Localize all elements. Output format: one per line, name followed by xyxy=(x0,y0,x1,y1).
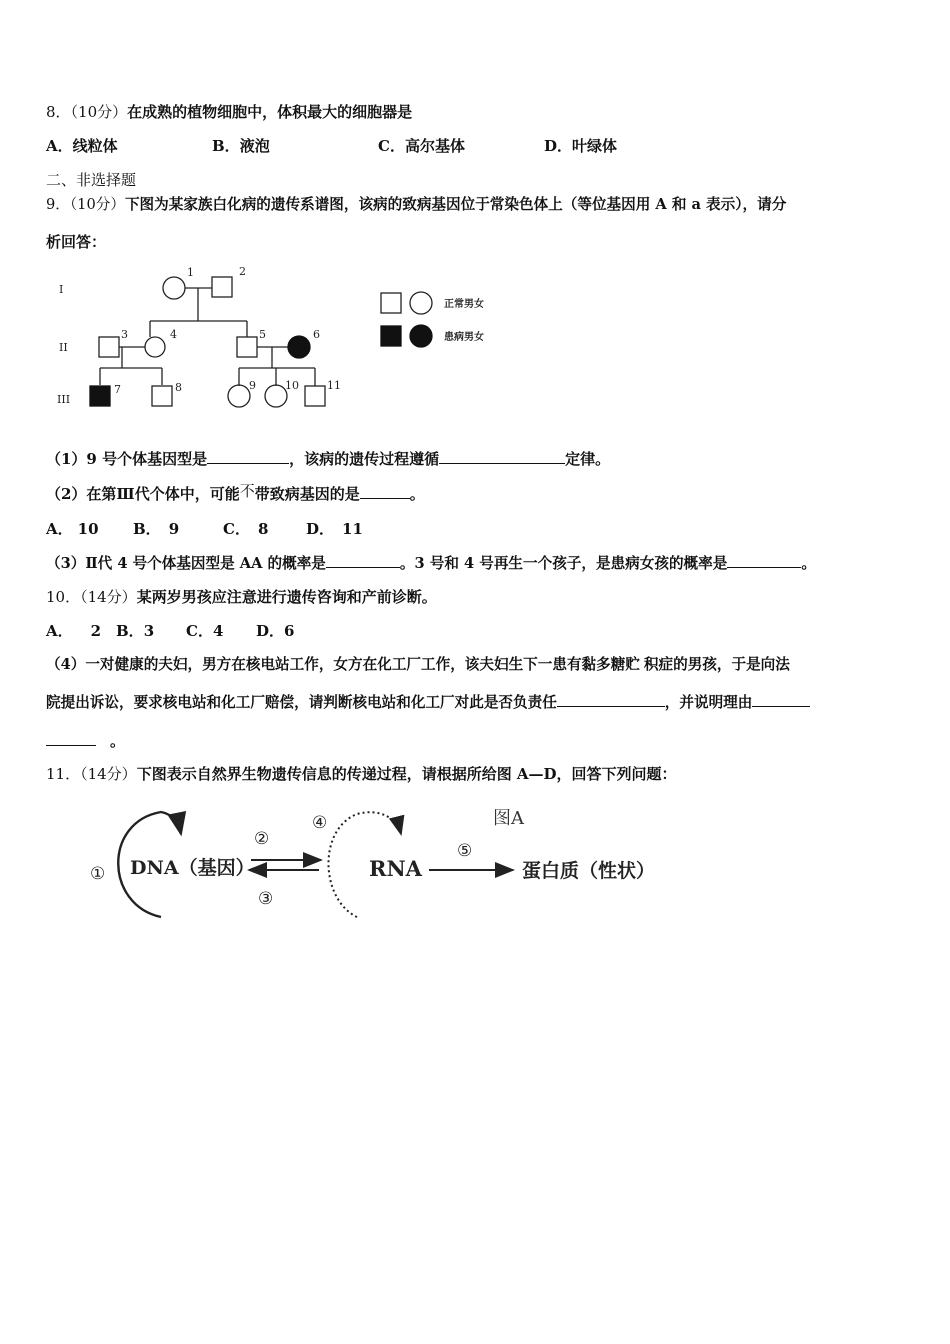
individual-10 xyxy=(265,385,287,407)
figure-title: 图A xyxy=(493,808,524,829)
id-8: 8 xyxy=(175,381,182,394)
q11-number: 11． xyxy=(46,765,81,783)
blank-reason-cont[interactable] xyxy=(46,731,96,746)
q8-stem: 在成熟的植物细胞中，体积最大的细胞器是 xyxy=(127,103,413,121)
gen-label-2: II xyxy=(59,341,68,354)
label-3: ③ xyxy=(258,889,274,909)
gen-label-3: III xyxy=(57,393,71,406)
q10-points: （14分） xyxy=(80,588,137,606)
q10-stem: 某两岁男孩应注意进行遗传咨询和产前诊断。 xyxy=(136,588,437,606)
individual-9 xyxy=(228,385,250,407)
q8-option-c: C．高尔基体 xyxy=(378,137,465,155)
blank-reason[interactable] xyxy=(752,692,810,707)
q10-option-c: C．4 xyxy=(186,622,224,640)
central-dogma-figure xyxy=(85,800,705,930)
rna-label: RNA xyxy=(369,856,422,881)
q10-sub4-line2: 院提出诉讼，要求核电站和化工厂赔偿，请判断核电站和化工厂对此是否负责任 ，并说明理由 xyxy=(46,692,810,713)
blank-law[interactable] xyxy=(439,449,565,464)
id-6: 6 xyxy=(313,328,320,341)
q8-option-a: A．线粒体 xyxy=(46,137,118,155)
legend-normal-male xyxy=(381,293,401,313)
label-1: ① xyxy=(90,864,106,884)
blank-affected-girl[interactable] xyxy=(727,553,801,568)
legend-normal-female xyxy=(410,292,432,314)
q10-stem-line xyxy=(46,587,437,607)
q9-number: 9． xyxy=(46,196,70,213)
q8-stem-line xyxy=(46,102,412,122)
q9-sub2: （2）在第Ⅲ代个体中，可能不带致病基因的是 。 xyxy=(46,482,425,503)
pedigree-chart xyxy=(40,262,560,412)
blank-responsibility[interactable] xyxy=(557,692,665,707)
individual-11 xyxy=(305,386,325,406)
q10-option-d: D．6 xyxy=(256,622,295,640)
q9-option-a: A． 10 xyxy=(46,520,99,538)
id-5: 5 xyxy=(259,328,266,341)
individual-4 xyxy=(145,337,165,357)
q8-option-b: B．液泡 xyxy=(212,137,270,155)
legend-affected-label: 患病男女 xyxy=(444,332,484,343)
q9-points: （10分） xyxy=(69,196,125,213)
individual-6 xyxy=(288,336,310,358)
label-5: ⑤ xyxy=(457,841,473,861)
id-9: 9 xyxy=(249,379,256,392)
q10-sub4-line3: 。 xyxy=(46,731,125,751)
individual-1 xyxy=(163,277,185,299)
q10-sub4-line1: （4）一对健康的夫妇，男方在核电站工作，女方在化工厂工作，该夫妇生下一患有黏多糖贮 积症的男孩，于是向法 xyxy=(46,656,790,673)
q8-points: （10分） xyxy=(70,103,128,121)
q8-option-d: D．叶绿体 xyxy=(544,137,618,155)
id-1: 1 xyxy=(187,266,194,279)
id-3: 3 xyxy=(121,328,128,341)
q9-option-c: C． 8 xyxy=(223,520,269,538)
q11-stem-line xyxy=(46,764,677,784)
q9-stem: 下图为某家族白化病的遗传系谱图，该病的致病基因位于常染色体上（等位基因用 A 和 a 表示），请分 xyxy=(124,196,787,213)
id-2: 2 xyxy=(239,265,246,278)
q8-number: 8． xyxy=(46,103,71,121)
q9-option-b: B． 9 xyxy=(133,520,180,538)
q11-points: （14分） xyxy=(80,765,137,783)
q10-option-a: A． 2 xyxy=(46,622,102,640)
individual-7 xyxy=(90,386,110,406)
q9-sub1: （1）9 号个体基因型是 ，该病的遗传过程遵循 定律。 xyxy=(46,450,611,468)
id-7: 7 xyxy=(114,383,121,396)
q10-option-b: B．3 xyxy=(116,622,155,640)
label-4: ④ xyxy=(312,813,328,833)
legend-affected-male xyxy=(381,326,401,346)
individual-5 xyxy=(237,337,257,357)
individual-8 xyxy=(152,386,172,406)
q9-sub3: （3）Ⅱ代 4 号个体基因型是 AA 的概率是 。3 号和 4 号再生一个孩子，是患病女孩的概率是 。 xyxy=(46,555,816,572)
gen-label-1: I xyxy=(59,283,64,296)
id-11: 11 xyxy=(327,379,341,392)
section-title: 二、非选择题 xyxy=(46,171,137,189)
legend-normal-label: 正常男女 xyxy=(444,299,484,310)
protein-label: 蛋白质（性状） xyxy=(522,860,656,882)
blank-aa-probability[interactable] xyxy=(326,553,400,568)
q9-stem-line xyxy=(46,195,786,215)
dna-label: DNA（基因） xyxy=(130,857,255,879)
id-4: 4 xyxy=(170,328,177,341)
individual-2 xyxy=(212,277,232,297)
label-2: ② xyxy=(254,829,270,849)
id-10: 10 xyxy=(285,379,299,392)
individual-3 xyxy=(99,337,119,357)
blank-genotype-9[interactable] xyxy=(207,449,289,464)
q10-number: 10． xyxy=(46,588,81,606)
legend-affected-female xyxy=(410,325,432,347)
blank-no-carrier[interactable] xyxy=(360,484,410,499)
q9-stem-cont: 析回答： xyxy=(46,233,107,251)
q11-stem: 下图表示自然界生物遗传信息的传递过程，请根据所给图 A—D，回答下列问题： xyxy=(136,765,677,783)
q9-option-d: D． 11 xyxy=(306,520,363,538)
